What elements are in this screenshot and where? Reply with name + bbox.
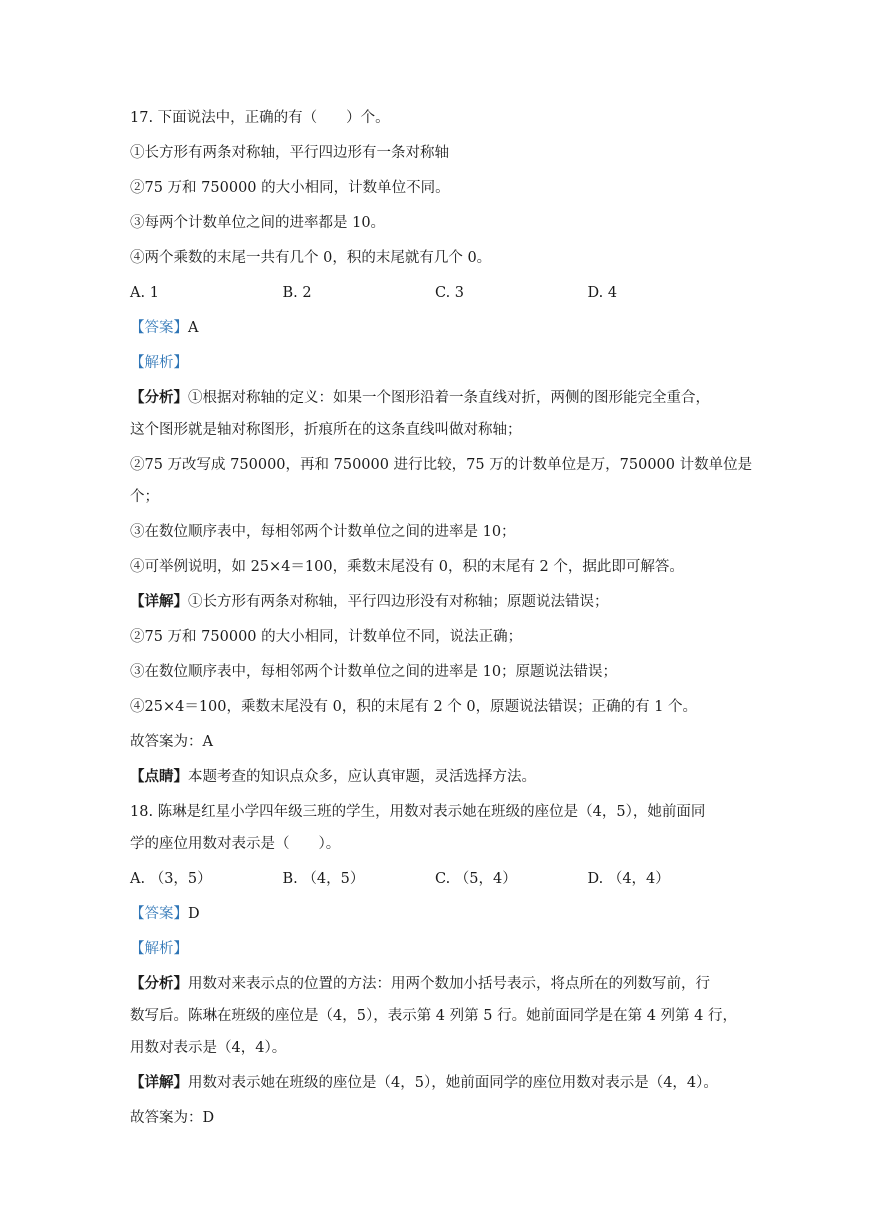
q17-fenxi-line-1 [130,388,740,408]
q18-fenxi-line-2: 数写后。陈琳在班级的座位是（4，5），表示第 4 列第 5 行。她前面同学是在第 4 列第 4 行， [130,1008,737,1024]
q17-stem: 17. 下面说法中，正确的有（ ）个。 [130,110,390,126]
q18-stem-line-1: 18. 陈琳是红星小学四年级三班的学生，用数对表示她在班级的座位是（4，5），她前面同 [130,804,706,820]
q18-xiangjie-text: 用数对表示她在班级的座位是（4，5），她前面同学的座位用数对表示是（4，4）。 [188,1075,718,1091]
q18-xiangjie [130,1073,740,1093]
q18-xiangjie-tag: 【详解】 [130,1074,188,1091]
q17-statement-3: ③每两个计数单位之间的进率都是 10。 [130,215,386,231]
document-page [130,108,753,1128]
q18-option-a: A. （3，5） [130,871,212,887]
q17-fenxi-line-4: 个； [130,489,159,505]
q17-xiangjie-tag: 【详解】 [130,593,188,610]
q17-option-b: B. 2 [282,285,312,301]
q18-fenxi-tag: 【分析】 [130,975,188,992]
q17-options [130,283,740,303]
q18-option-b: B. （4，5） [282,871,365,887]
q18-options [130,869,740,889]
q18-fenxi-line-3: 用数对表示是（4，4）。 [130,1040,287,1056]
q17-statement-2: ②75 万和 750000 的大小相同，计数单位不同。 [130,180,450,196]
q18-final-answer: 故答案为：D [130,1110,215,1126]
q17-fenxi-line-3: ②75 万改写成 750000，再和 750000 进行比较，75 万的计数单位是万，750000 计数单位是 [130,457,753,473]
q17-statement-4: ④两个乘数的末尾一共有几个 0，积的末尾就有几个 0。 [130,250,492,266]
q17-dianjing [130,767,740,787]
q17-statement-1: ①长方形有两条对称轴，平行四边形有一条对称轴 [130,145,449,161]
q17-xiangjie-line-2: ②75 万和 750000 的大小相同，计数单位不同，说法正确； [130,629,523,645]
q17-option-d: D. 4 [587,285,618,301]
q17-xiangjie-line-3: ③在数位顺序表中，每相邻两个计数单位之间的进率是 10；原题说法错误； [130,664,618,680]
q17-answer-value: A [188,320,199,336]
q17-dianjing-text: 本题考查的知识点众多，应认真审题，灵活选择方法。 [188,769,536,785]
q17-dianjing-tag: 【点睛】 [130,768,188,785]
q17-answer [130,318,740,338]
q17-fenxi-tag: 【分析】 [130,389,188,406]
q17-option-a: A. 1 [130,285,159,301]
q17-fenxi-line-2: 这个图形就是轴对称图形，折痕所在的这条直线叫做对称轴； [130,422,522,438]
q17-fenxi-line-6: ④可举例说明，如 25×4＝100，乘数末尾没有 0，积的末尾有 2 个，据此即可解答。 [130,559,684,575]
q18-fenxi-line-1 [130,974,740,994]
q17-fenxi-line-5: ③在数位顺序表中，每相邻两个计数单位之间的进率是 10； [130,524,516,540]
q18-option-c: C. （5，4） [435,871,517,887]
q18-stem-line-2: 学的座位用数对表示是（ ）。 [130,836,341,852]
q17-xiangjie-line-1 [130,592,740,612]
q17-xiangjie-text-1: ①长方形有两条对称轴，平行四边形没有对称轴；原题说法错误； [188,594,609,610]
q18-option-d: D. （4，4） [587,871,670,887]
q18-answer-tag: 【答案】 [130,906,188,922]
q18-fenxi-text-1: 用数对来表示点的位置的方法：用两个数加小括号表示，将点所在的列数写前，行 [188,976,710,992]
q17-fenxi-text-1: ①根据对称轴的定义：如果一个图形沿着一条直线对折，两侧的图形能完全重合， [188,390,710,406]
q17-final-answer: 故答案为：A [130,734,213,750]
q17-analysis-tag: 【解析】 [130,355,188,371]
q18-answer-value: D [188,906,200,922]
q18-analysis-tag: 【解析】 [130,941,188,957]
q18-answer [130,904,740,924]
q17-answer-tag: 【答案】 [130,320,188,336]
q17-option-c: C. 3 [435,285,465,301]
q17-xiangjie-line-4: ④25×4＝100，乘数末尾没有 0，积的末尾有 2 个 0，原题说法错误；正确的有 1 个。 [130,699,698,715]
